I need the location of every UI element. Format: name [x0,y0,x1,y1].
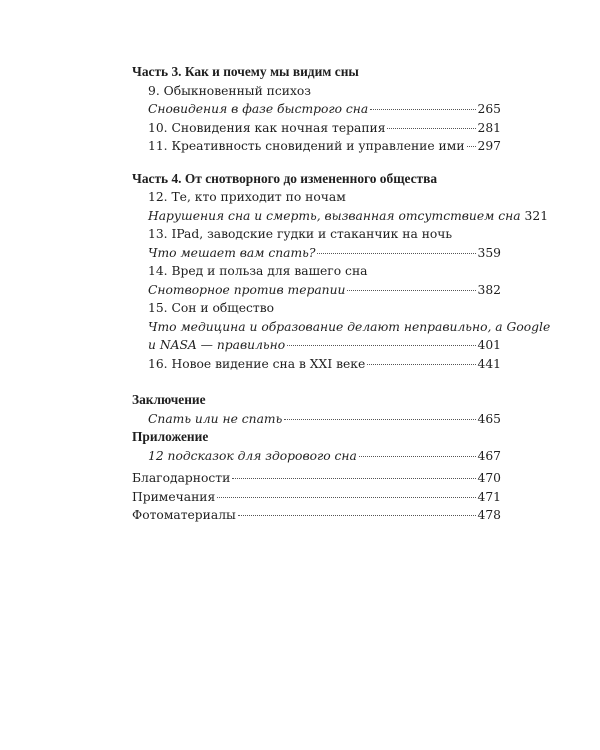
photos-title: Фотоматериалы [132,508,236,522]
conclusion-subtitle: Спать или не спать [148,411,283,426]
leader-dots [287,345,475,346]
page-number: 281 [477,120,501,135]
acknowledgements-title: Благодарности [132,471,231,485]
leader-dots [284,419,475,420]
page-number: 465 [477,411,501,426]
appendix-title: Приложение [132,429,209,444]
toc-entry-ch15 [132,299,501,318]
conclusion-heading [132,391,501,410]
leader-dots [467,146,476,147]
toc-entry-conclusion [132,410,501,429]
toc-entry-ch15-sub-line1 [132,318,551,337]
leader-dots [347,290,475,291]
toc-entry-ch11 [132,137,501,156]
leader-dots [217,497,475,498]
toc-entry-appendix [132,447,501,466]
toc-entry-ch9 [132,82,501,101]
chapter-15-subtitle-line-1: Что медицина и образование делают неправильно, а Google [148,319,551,334]
toc-entry-ch14-sub [132,281,501,300]
chapter-14-title: 14. Вред и польза для вашего сна [148,264,368,278]
chapter-11-title: 11. Креативность сновидений и управление ими [148,139,465,153]
chapter-10-title: 10. Сновидения как ночная терапия [148,120,386,135]
page-number: 321 [524,208,549,223]
chapter-13-title: 13. IPad, заводские гудки и стаканчик на ночь [148,227,453,241]
leader-dots [232,478,475,479]
chapter-12-subtitle: Нарушения сна и смерть, вызванная отсутствием сна [148,208,521,223]
chapter-14-subtitle: Снотворное против терапии [148,282,346,297]
leader-dots [238,515,476,516]
page-number: 382 [477,282,501,297]
page-number: 265 [477,102,501,116]
page-number: 441 [477,356,501,371]
leader-dots [367,364,475,365]
toc-entry-ch13 [132,225,501,244]
part-3-heading [132,63,501,82]
page-number: 471 [477,489,501,504]
table-of-contents [132,63,551,525]
page-number: 478 [477,508,501,522]
toc-entry-ch16 [132,355,501,374]
chapter-15-subtitle-line-2: и NASA — правильно [148,338,286,352]
chapter-13-subtitle: Что мешает вам спать? [148,245,316,260]
leader-dots [317,253,475,254]
toc-entry-ch10 [132,119,501,138]
page-number: 297 [477,139,501,153]
toc-entry-ch12 [132,188,501,207]
part-4-heading [132,170,501,189]
leader-dots [387,128,475,129]
page-number: 470 [477,471,501,485]
leader-dots [359,456,476,457]
toc-entry-ch14 [132,262,501,281]
toc-entry-ch12-sub [132,207,549,226]
conclusion-title: Заключение [132,392,206,407]
part-3-title: Часть 3. Как и почему мы видим сны [132,64,359,79]
page-number: 467 [477,448,501,463]
toc-entry-ch15-sub-line2 [132,336,501,355]
toc-entry-acknowledgements [132,469,501,488]
page-number: 359 [477,245,501,260]
toc-entry-ch9-sub [132,100,501,119]
chapter-16-title: 16. Новое видение сна в XXI веке [148,356,366,371]
chapter-9-title: 9. Обыкновенный психоз [148,83,312,98]
appendix-heading [132,428,501,447]
part-4-title: Часть 4. От снотворного до измененного общества [132,170,438,186]
appendix-subtitle: 12 подсказок для здорового сна [148,448,357,463]
toc-entry-notes [132,488,501,507]
page-number: 401 [477,338,501,352]
chapter-15-title: 15. Сон и общество [148,301,275,315]
notes-title: Примечания [132,489,216,504]
chapter-12-title: 12. Те, кто приходит по ночам [148,190,346,204]
leader-dots [370,109,475,110]
chapter-9-subtitle: Сновидения в фазе быстрого сна [148,102,369,116]
toc-entry-photos [132,506,501,525]
toc-entry-ch13-sub [132,244,501,263]
